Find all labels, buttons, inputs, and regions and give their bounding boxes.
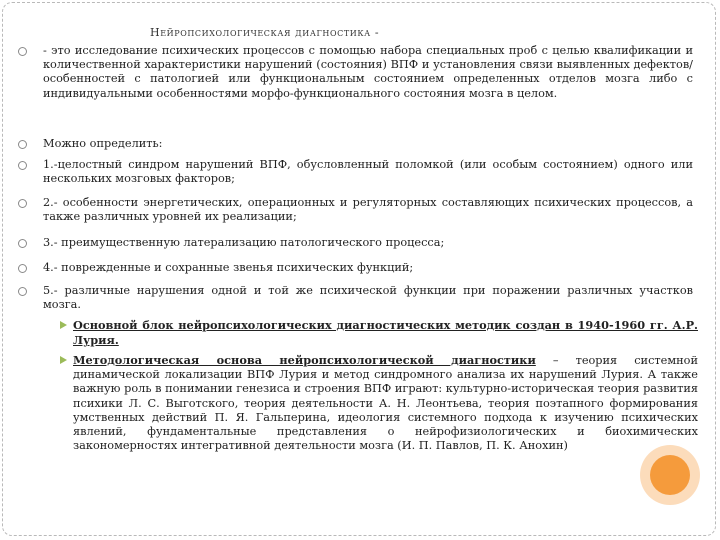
subparagraph-text [73, 318, 698, 348]
underlined-heading: Методологическая основа нейропсихологической диагностики [73, 353, 536, 367]
slide-title: Нейропсихологическая диагностика - [150, 26, 380, 39]
paragraph-text: 1.-целостный синдром нарушений ВПФ, обусловленный поломкой (или особым состоянием) одного или нескольких мозговых факторов; [43, 158, 693, 186]
methodology-text: – теория системной динамической локализации ВПФ Лурия и метод синдромного анализа их нарушений Лурия. А также важную роль в понимании генезиса и строения ВПФ играют: культурно-историческая теория развития психики Л. С. Выготского, теория деятельности А. Н. Леонтьева, теория поэтапного формирования умственных действий П. Я. Гальперина, идеология системного подхода к изучению психических явлений, фундаментальные представления о нейрофизиологических и биохимических закономерностях интегративной деятельности мозга (И. П. Павлов, П. К. Анохин) [73, 354, 698, 453]
paragraph-text: 3.- преимущественную латерализацию патологического процесса; [43, 236, 445, 249]
circle-bullet-icon [18, 264, 27, 273]
circle-bullet-icon [18, 47, 27, 56]
circle-bullet-icon [18, 161, 27, 170]
triangle-bullet-icon [60, 321, 67, 329]
paragraph-text: 2.- особенности энергетических, операционных и регуляторных составляющих психических процессов, а также различных уровней их реализации; [43, 196, 693, 224]
paragraph-text: 4.- поврежденные и сохранные звенья психических функций; [43, 261, 414, 274]
paragraph-text: Можно определить: [43, 137, 163, 150]
circle-bullet-icon [18, 140, 27, 149]
triangle-bullet-icon [60, 356, 67, 364]
subparagraph-text [73, 353, 698, 453]
circle-bullet-icon [18, 199, 27, 208]
paragraph-text: - это исследование психических процессов с помощью набора специальных проб с целью квалификации и количественной характеристики нарушений (состояния) ВПФ и установления связи выявленных дефектов/особенностей с патологией или функциональным состоянием определенных отделов мозга либо с индивидуальными особенностями морфо-функционального состояния мозга в целом. [43, 44, 693, 100]
circle-bullet-icon [18, 287, 27, 296]
decor-circle [650, 455, 690, 495]
underlined-text: Основной блок нейропсихологических диагностических методик создан в 1940-1960 гг. А.Р. Лурия. [73, 318, 698, 348]
circle-bullet-icon [18, 239, 27, 248]
paragraph-text: 5.- различные нарушения одной и той же психической функции при поражении различных участков мозга. [43, 284, 693, 312]
